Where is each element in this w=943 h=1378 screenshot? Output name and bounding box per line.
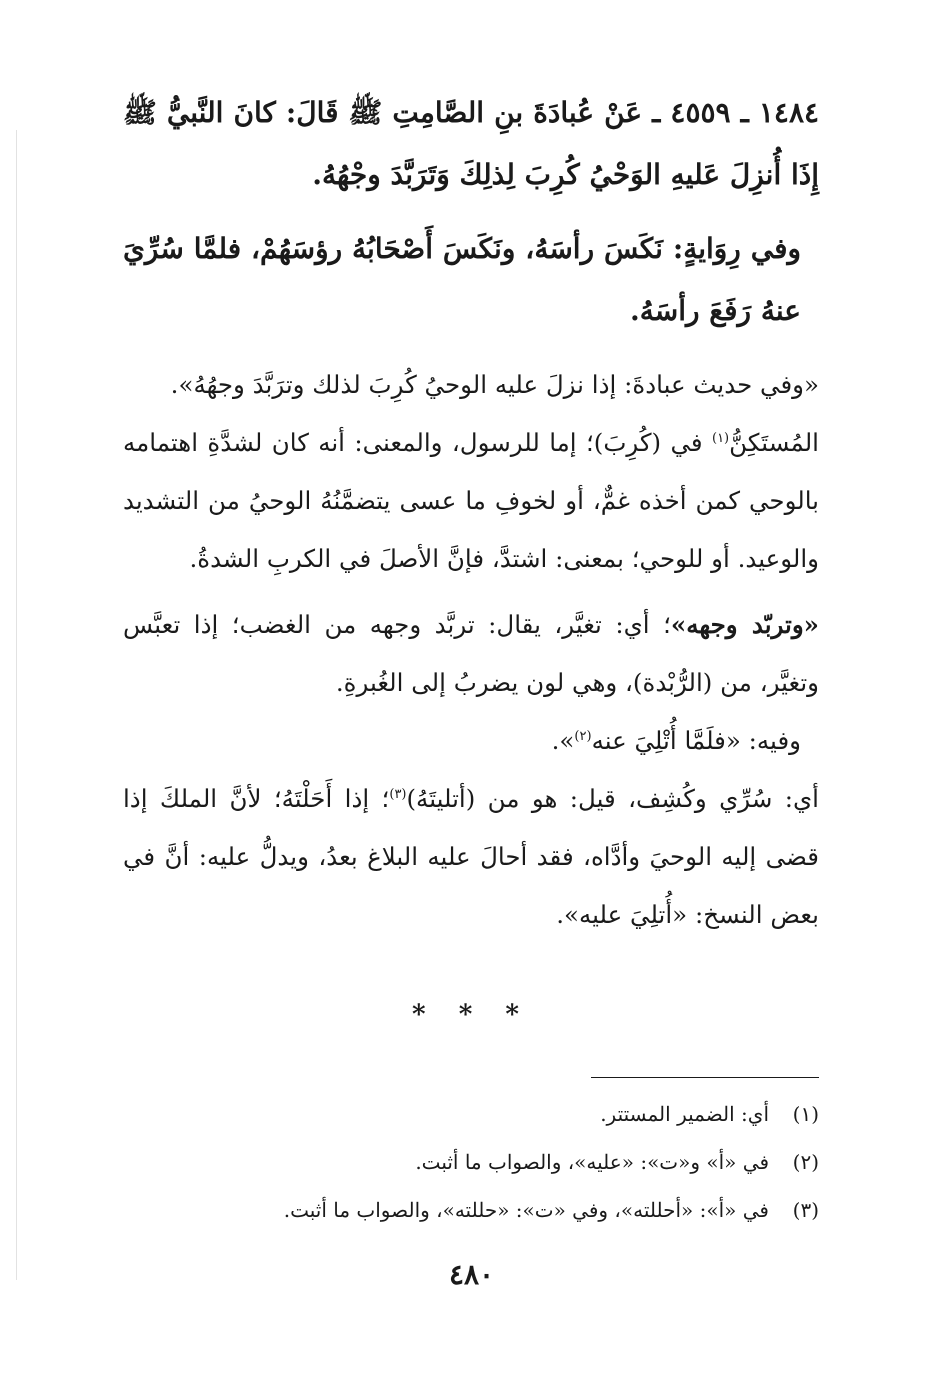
hadith-line-2: إِذَا أُنزِلَ عَليهِ الوَحْيُ كُرِبَ لِذلِكَ وَتَرَبَّدَ وجْهُهُ. bbox=[312, 158, 819, 191]
footnote-ref-2[interactable]: (٢) bbox=[574, 728, 592, 744]
hadith-block bbox=[123, 82, 819, 342]
footnote-divider bbox=[591, 1077, 819, 1078]
footnote-ref-3[interactable]: (٣) bbox=[389, 786, 407, 802]
commentary-paragraph-3 bbox=[123, 596, 819, 712]
scan-margin-line bbox=[16, 130, 17, 1280]
commentary-paragraph-4 bbox=[123, 712, 819, 770]
commentary-p4-start: وفيه: «فلَمَّا أُتْلِيَ عنه bbox=[591, 726, 801, 755]
footnote-text: أي: الضمير المستتر. bbox=[600, 1102, 769, 1126]
hadith-variant bbox=[123, 218, 819, 342]
footnote-number: (٣) bbox=[792, 1198, 819, 1222]
footnote-1 bbox=[119, 1090, 819, 1138]
footnote-ref-1[interactable]: (١) bbox=[711, 430, 730, 446]
footnote-text: في «أ» و«ت»: «عليه»، والصواب ما أثبت. bbox=[415, 1150, 769, 1174]
commentary-paragraph-2 bbox=[123, 414, 819, 588]
section-separator: * * * bbox=[412, 1000, 531, 1030]
page-number: ٤٨٠ bbox=[448, 1258, 495, 1291]
hadith-text bbox=[123, 82, 819, 206]
commentary-quote: «وفي حديث عبادةَ: إذا نزلَ عليه الوحيُ كُرِبَ لذلك وترَبَّدَ وجهُهُ». bbox=[170, 370, 819, 399]
commentary-p2-rest: في (كُرِبَ)؛ إما للرسول، والمعنى: أنه كان لشدَّةِ اهتمامه بالوحي كمن أخذه غمٌّ، أو لخوفِ ما عسى يتضمَّنُهُ الوحيُ من التشديد والوعيد. أو للوحي؛ بمعنى: اشتدَّ، فإنَّ الأصلَ في الكربِ الشدةُ. bbox=[123, 428, 819, 573]
lemma-tarabbada: «وتربّد وجهه» bbox=[670, 610, 819, 639]
footnote-3 bbox=[119, 1186, 819, 1234]
footnotes bbox=[119, 1090, 819, 1234]
commentary-p5-rest: ؛ إذا أَحَلْتَهُ؛ لأنَّ الملكَ إذا قضى إليه الوحيَ وأدَّاه، فقد أحالَ عليه البلاغ بعدُ، ويدلُّ عليه: أنَّ في بعض النسخ: «أُتلِيَ عليه». bbox=[123, 784, 819, 929]
commentary-block bbox=[123, 356, 819, 944]
footnote-number: (٢) bbox=[792, 1150, 819, 1174]
commentary-paragraph-1 bbox=[123, 356, 819, 414]
commentary-p5-start: أي: سُرِّي وكُشِف، قيل: هو من (أتليتَهُ) bbox=[406, 784, 819, 813]
footnote-number: (١) bbox=[792, 1102, 819, 1126]
commentary-p2-start: المُستَكِنُّ bbox=[729, 428, 819, 457]
hadith-line-1: ١٤٨٤ ـ ٤٥٥٩ ـ عَنْ عُبادَةَ بنِ الصَّامِتِ ﷺ قَالَ: كانَ النَّبيُّ ﷺ bbox=[123, 96, 820, 129]
variant-text: وفي رِوَايةٍ: نَكَسَ رأسَهُ، ونَكَسَ أَصْحَابُهُ رؤسَهُمْ، فلمَّا سُرِّيَ عنهُ رَفَعَ رأسَهُ. bbox=[123, 232, 801, 327]
commentary-p4-end: ». bbox=[551, 726, 575, 755]
footnote-text: في «أ»: «أحللته»، وفي «ت»: «حللته»، والصواب ما أثبت. bbox=[283, 1198, 769, 1222]
commentary-p3-rest: ؛ أي: تغيَّر، يقال: تربَّد وجهه من الغضب؛ إذا تعبَّس وتغيَّر، من (الرُّبْدة)، وهي لون يضربُ إلى الغُبرةِ. bbox=[123, 610, 819, 697]
footnote-2 bbox=[119, 1138, 819, 1186]
commentary-paragraph-5 bbox=[123, 770, 819, 944]
